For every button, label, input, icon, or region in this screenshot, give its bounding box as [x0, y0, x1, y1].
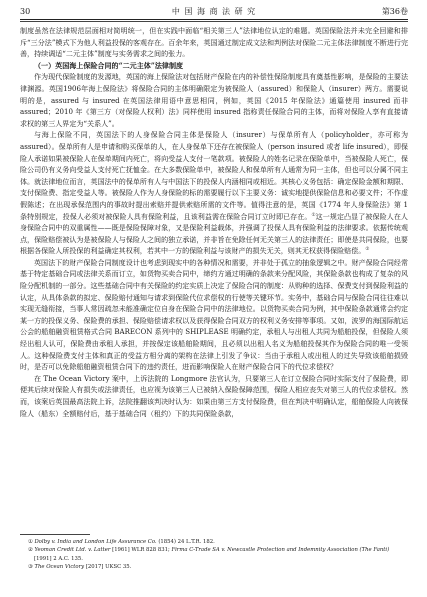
footnote-2-number: ② [28, 547, 33, 554]
page-number: 30 [20, 7, 31, 16]
paragraph-2-part-c: 即使是共同保险，也要根据各保险人所投保的利益确定其权利，若其中一方的保险利益与该财产的损失无关，则其无权获得保险赔偿。 [20, 234, 408, 256]
footnote-divider [20, 534, 90, 535]
paragraph-3: 英国法下的财产保险合同制度设计也考虑到现实中的各种情况和需要，并非处于孤立的抽象逻辑之中。财产保险合同经常基于特定基础合同或法律关系而订立，如货物买卖合同中，缔约方通过明确的条款来分配风险，其保险条款也构成了复杂的风险分配机制的一部分。这些基础合同中有关保险的约定实质上决定了保险合同的制度：从购种的选择、保费支付到保险利益的认定，从具体条款的拟定、保险赔付通知与请求到保险代位求偿权的行使等关键环节。实务中，基础合同与保险合同往往难以实现无缝衔接，当事人常因疏忽未能准确定位自身在保险合同中的法律地位。以货物买卖合同为例，其中保险条款通常会约定某一方的投保义务、保险费的承担、保险赔偿请求权以及获得保险合同双方的权利义务安排等事项。又如，波罗的海国际航运公会的船舶融资租赁格式合同 BARECON 系列中的 SHIPLEASE 明确约定，承租人与出租人共同为船舶投保，但保险人须经出租人认可，保险费由承租人承担，并按保定该船舶险期间，且必须以出租人名义为船舶投保其作为保险合同的唯一受领人。这种保险费支付主体和真正的受益方相分离的架构在法律上引发了争议：当由于承租人或出租人的过失导致该船舶损毁时，是否可以免除船舶融资租赁合同下的违约责任，进而影响保险人在财产保险合同下的代位求偿权？ [20, 257, 408, 372]
paragraph-4: 在 The Ocean Victory 案中，上诉法院的 Longmore 法官认为，只要第三人在订立保险合同时实际支付了保险费，即便其后续对保险人有损失或法律责任，也应视为该第三人已被纳入保险保障范围，保险人相应丧失对第三人的代位求偿权。然而，该案后英国最高法院上诉，法院推翻该判决时认为：如果由第三方支付保险费，但在判决中明确认定，船舶保险人向被保险人（船东）全额赔付后，基于基础合同（租约）下的共同保险条款， [20, 373, 408, 418]
page-header [20, 6, 408, 18]
footnote-3-case: The Ocean Victory [34, 564, 85, 571]
footnote-2 [20, 546, 408, 563]
paragraph-2-part-b: 这一规定凸显了被保险人在人身保险合同中的双重属性——既是保险保障对象，又是保险利益载体，并强调了投保人具有保险利益的法律要求。依据传统观点，保险赔偿被认为是被保险人与保险人之间的独立承诺，并非旨在免除任何无关第三人的法律责任； [20, 211, 408, 244]
section-heading: （一）英国海上保险合同的“二元主体”法律制度 [34, 60, 184, 70]
footnotes [20, 538, 408, 572]
footnote-1 [20, 538, 408, 546]
paragraph-2-part-a: 与海上保险不同，英国法下的人身保险合同主体是保险人（insurer）与保单所有人（policyholder，亦可称为 assured）。保单所有人是申请和购买保单的人，在人身保单下还存在被保险人（person insured 或者 life insured），即保险人承诺如果被保险人在保单期间内死亡，将向受益人支付一笔款项。被保险人的姓名记录在保险单中，当被保险人死亡，保险公司仍有义务向受益人支付死亡抚恤金。在大多数保险单中，被保险人和保单所有人通常为同一主体，但也可以分属不同主体。就法律地位而言，英国法中的保单所有人与中国法下的投保人内涵相同或相近。其核心义务包括：确定保险金额和期限、支付保险费、指定受益人等。被保险人作为人身保险的标的需要履行以下主要义务：诚实地提供保险信息和必要文件；不作虚假陈述；在出现承保范围内的事故时提出索赔并提供索赔所需的文件等。值得注意的是，英国《1774 年人身保险法》第 1 条特别规定，投保人必须对被保险人具有保险利益，且该利益需在保险合同订立时即已存在。 [20, 130, 408, 221]
footnote-1-number: ① [28, 539, 33, 545]
footnote-1-case: Dolby v. India and London Life Assurance Co. [34, 539, 157, 545]
footnote-ref-1: ① [311, 212, 316, 218]
footnote-2-case-2: Firma C-Trade SA v. Newcastle Protection and Indemnity Association (The Fanti) [171, 547, 390, 554]
footnote-1-cite: (1854) 24 L.T.R. 182. [158, 539, 215, 545]
volume-label: 第36卷 [381, 7, 408, 16]
footnote-3 [20, 563, 408, 571]
footnote-ref-2: ② [365, 247, 370, 253]
paragraph-2 [20, 129, 408, 257]
footnote-3-cite: [2017] UKSC 35. [85, 564, 132, 571]
journal-title: 中 国 海 商 法 研 究 [171, 7, 257, 16]
footnote-3-number: ③ [28, 564, 33, 571]
article-body [20, 25, 408, 419]
header-rule-thick [20, 19, 408, 20]
footnote-2-case: Yeoman Credit Ltd. v. Latter [34, 547, 111, 554]
footnote-2-cite-2: [1991] 2 A.C. 135. [34, 555, 83, 562]
header-rule-thin [20, 21, 408, 22]
paragraph-0: 制度虽然在法律规范层面相对简明统一，但在实践中面临“相关第三人”法律地位认定的难题。英国保险法并未完全回避和排斥“三分法”模式下为他人利益投保的客观存在。百余年来，英国通过制定成文法和判例法对保险二元主体法律制度不断进行完善，持续调适“二元主体”制度与实务需求之间的张力。 [20, 26, 408, 59]
footnote-2-cite-1: [1961] WLR 828 831; [112, 547, 170, 554]
paragraph-1: 作为现代保险制度的发源地，英国的海上保险法对包括财产保险在内的补偿性保险制度具有奠基性影响，是保险的主要法律渊源。英国1906年海上保险法》将保险合同的主体明确限定为被保险人（assured）和保险人（insurer）两方。需要说明的是，assured 与 insured 在英国法律用语中意思相同，例如，英国《2015 年保险法》通篇使用 insured 而非 assured；2010 年《第三方（对保险人权利）法》同样使用 insured 指称责任保险合同的主体，而将对保险人享有直接请求权的第三人界定为“关系人”。 [20, 72, 408, 128]
